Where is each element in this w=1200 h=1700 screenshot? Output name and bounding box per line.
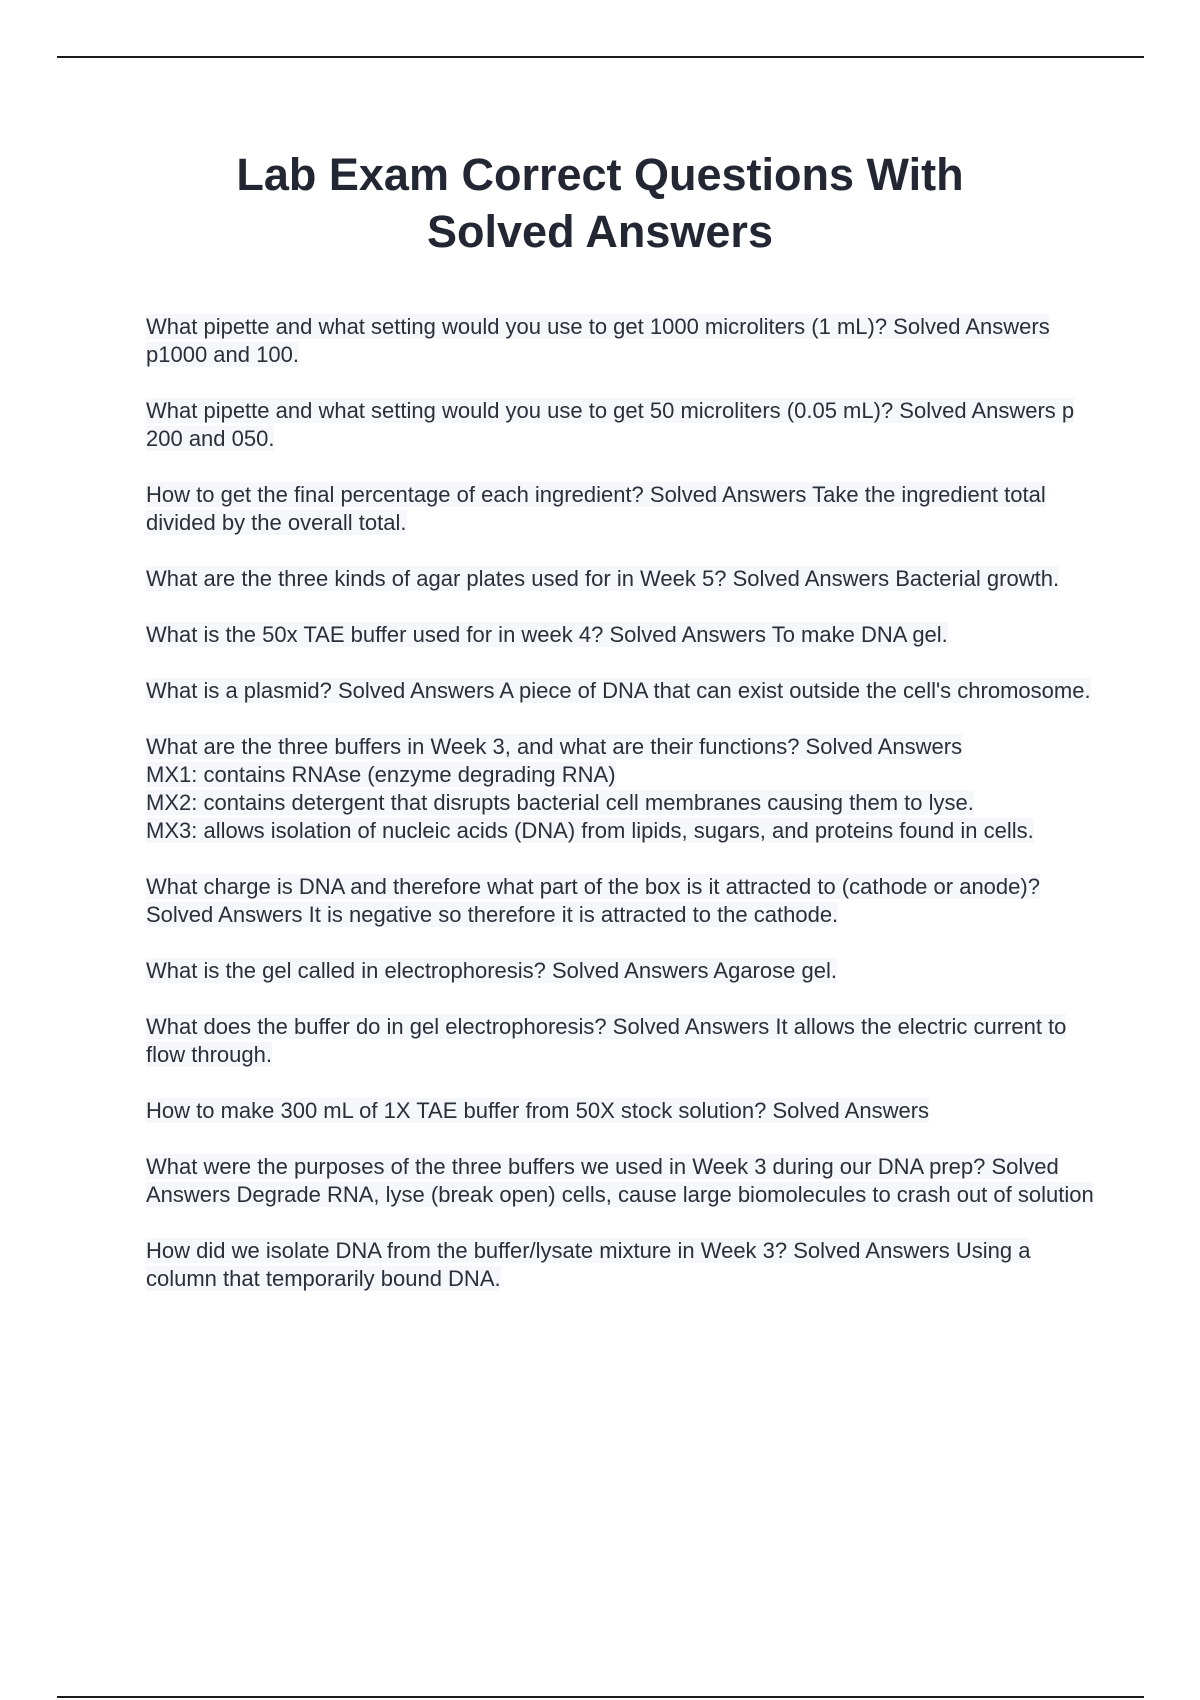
qa-item-7: What are the three buffers in Week 3, and what are their functions? Solved Answers MX1: contains RNAse (enzyme degrading RNA) MX2: contains detergent that disrupts bacterial cell membranes causing them to lyse. MX3: allows isolation of nucleic acids (DNA) from lipids, sugars, and proteins found in cells. [146,734,1034,843]
qa-item-2: What pipette and what setting would you use to get 50 microliters (0.05 mL)? Solved Answers p 200 and 050. [146,398,1075,451]
qa-item-12: What were the purposes of the three buffers we used in Week 3 during our DNA prep? Solved Answers Degrade RNA, lyse (break open) cells, cause large biomolecules to crash out of solution [146,1154,1094,1207]
qa-item-3: How to get the final percentage of each ingredient? Solved Answers Take the ingredient total divided by the overall total. [146,482,1046,535]
qa-item-5: What is the 50x TAE buffer used for in week 4? Solved Answers To make DNA gel. [146,622,948,647]
qa-item-10: What does the buffer do in gel electrophoresis? Solved Answers It allows the electric current to flow through. [146,1014,1067,1067]
bottom-rule [57,1696,1144,1698]
qa-item-4: What are the three kinds of agar plates used for in Week 5? Solved Answers Bacterial growth. [146,566,1060,591]
document-title: Lab Exam Correct Questions With Solved Answers [236,149,964,257]
qa-item-11: How to make 300 mL of 1X TAE buffer from 50X stock solution? Solved Answers [146,1098,930,1123]
qa-item-6: What is a plasmid? Solved Answers A piece of DNA that can exist outside the cell's chromosome. [146,678,1091,703]
qa-item-9: What is the gel called in electrophoresis? Solved Answers Agarose gel. [146,958,837,983]
qa-item-13: How did we isolate DNA from the buffer/lysate mixture in Week 3? Solved Answers Using a column that temporarily bound DNA. [146,1238,1031,1291]
qa-list [146,313,1096,1321]
qa-item-8: What charge is DNA and therefore what part of the box is it attracted to (cathode or anode)? Solved Answers It is negative so therefore it is attracted to the cathode. [146,874,1040,927]
qa-item-1: What pipette and what setting would you use to get 1000 microliters (1 mL)? Solved Answers p1000 and 100. [146,314,1050,367]
top-rule [57,56,1144,58]
